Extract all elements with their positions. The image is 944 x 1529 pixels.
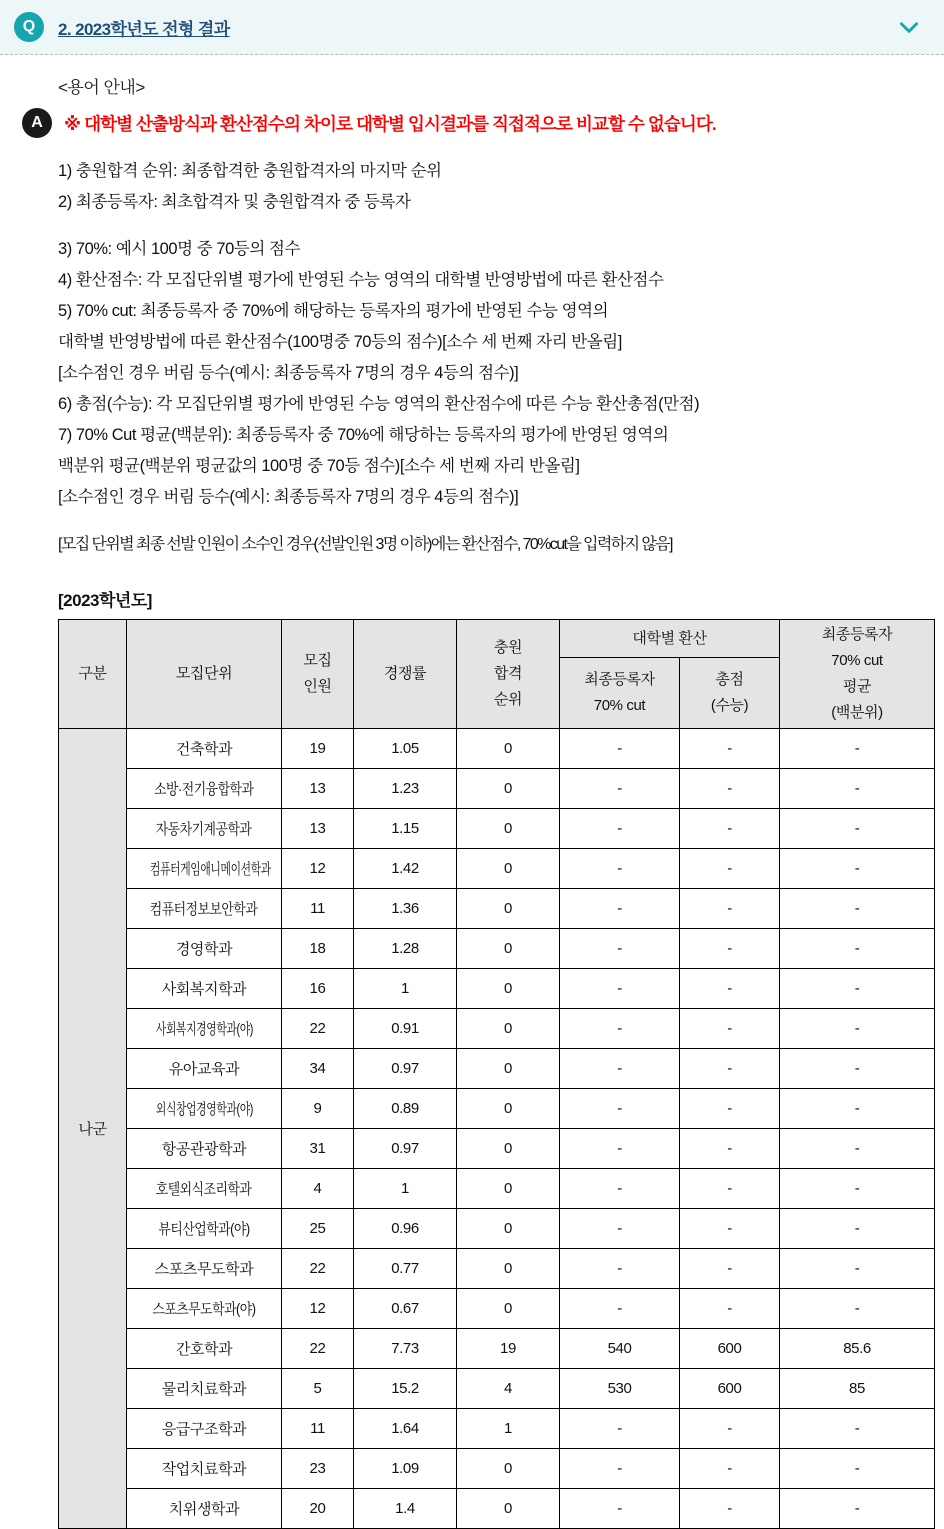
cell-conversion-cut: - — [560, 1489, 680, 1529]
cell-ratio: 0.97 — [354, 1129, 457, 1169]
cell-quota: 23 — [282, 1449, 354, 1489]
table-header — [59, 620, 935, 729]
note-footnote: [모집 단위별 최종 선발 인원이 소수인 경우(선발인원 3명 이하)에는 환산점수, 70%cut을 입력하지 않음] — [58, 536, 672, 553]
cell-conversion-cut: - — [560, 809, 680, 849]
table-row — [59, 1129, 935, 1169]
cell-average: - — [780, 929, 935, 969]
cell-quota: 5 — [282, 1369, 354, 1409]
col-header-conversion-cut — [560, 658, 680, 729]
cell-conversion-total: - — [680, 1009, 780, 1049]
cell-average: - — [780, 1169, 935, 1209]
col-header-average-line2: 70% cut — [831, 652, 883, 669]
unit-name: 호텔외식조리학과 — [156, 1181, 252, 1198]
col-header-conversion-total — [680, 658, 780, 729]
cell-unit — [127, 889, 282, 929]
cell-quota: 11 — [282, 1409, 354, 1449]
cell-rank: 0 — [457, 1449, 560, 1489]
unit-name: 건축학과 — [175, 741, 233, 758]
accordion-header[interactable] — [0, 0, 944, 55]
cell-conversion-total: - — [680, 1129, 780, 1169]
col-header-rank-line1: 충원 — [493, 639, 523, 656]
unit-name: 소방·전기융합학과 — [154, 781, 254, 798]
table-row — [59, 1329, 935, 1369]
unit-name: 사회복지학과 — [161, 981, 247, 998]
col-header-quota-line2: 인원 — [303, 678, 332, 695]
table-row — [59, 1449, 935, 1489]
cell-unit — [127, 1009, 282, 1049]
cell-unit — [127, 1449, 282, 1489]
cell-rank: 1 — [457, 1409, 560, 1449]
cell-conversion-total: - — [680, 929, 780, 969]
note-line-7b: 백분위 평균(백분위 평균값의 100명 중 70등 점수)[소수 세 번째 자리 반올림] — [58, 457, 580, 475]
col-header-quota — [282, 620, 354, 729]
cell-conversion-total: - — [680, 1169, 780, 1209]
col-header-rank — [457, 620, 560, 729]
cell-conversion-total: - — [680, 849, 780, 889]
unit-name: 컴퓨터정보보안학과 — [150, 901, 258, 918]
cell-unit — [127, 1169, 282, 1209]
cell-rank: 0 — [457, 1209, 560, 1249]
cell-conversion-total: - — [680, 1209, 780, 1249]
cell-ratio: 0.97 — [354, 1049, 457, 1089]
table-row — [59, 1169, 935, 1209]
note-line-7c: [소수점인 경우 버림 등수(예시: 최종등록자 7명의 경우 4등의 점수)] — [58, 488, 519, 506]
cell-quota: 18 — [282, 929, 354, 969]
cell-ratio: 1.4 — [354, 1489, 457, 1529]
cell-conversion-cut: - — [560, 1249, 680, 1289]
table-body — [59, 729, 935, 1529]
unit-name: 작업치료학과 — [161, 1461, 247, 1478]
note-line-5b: 대학별 반영방법에 따른 환산점수(100명중 70등의 점수)[소수 세 번째 자리 반올림] — [58, 333, 622, 351]
note-line-5c: [소수점인 경우 버림 등수(예시: 최종등록자 7명의 경우 4등의 점수)] — [58, 364, 519, 382]
unit-name: 스포츠무도학과 — [154, 1261, 254, 1278]
table-row — [59, 1489, 935, 1529]
cell-average: - — [780, 1449, 935, 1489]
cell-rank: 0 — [457, 769, 560, 809]
cell-rank: 0 — [457, 929, 560, 969]
cell-ratio: 0.91 — [354, 1009, 457, 1049]
cell-conversion-cut: - — [560, 769, 680, 809]
cell-ratio: 1.36 — [354, 889, 457, 929]
cell-average: - — [780, 1489, 935, 1529]
table-row — [59, 1049, 935, 1089]
cell-rank: 0 — [457, 1489, 560, 1529]
cell-unit — [127, 1209, 282, 1249]
cell-unit — [127, 809, 282, 849]
cell-conversion-total: - — [680, 1489, 780, 1529]
note-line-4: 4) 환산점수: 각 모집단위별 평가에 반영된 수능 영역의 대학별 반영방법에 따른 환산점수 — [58, 271, 664, 289]
cell-unit — [127, 969, 282, 1009]
cell-ratio: 7.73 — [354, 1329, 457, 1369]
col-header-conversion-group: 대학별 환산 — [560, 620, 780, 658]
col-header-conversion-cut-line2: 70% cut — [593, 697, 646, 715]
cell-average: - — [780, 1289, 935, 1329]
cell-quota: 20 — [282, 1489, 354, 1529]
unit-name: 컴퓨터게임애니메이션학과 — [150, 861, 271, 878]
cell-unit — [127, 1489, 282, 1529]
cell-average: - — [780, 889, 935, 929]
cell-rank: 0 — [457, 889, 560, 929]
cell-quota: 22 — [282, 1009, 354, 1049]
cell-ratio: 1.05 — [354, 729, 457, 769]
cell-rank: 4 — [457, 1369, 560, 1409]
chevron-down-icon[interactable] — [896, 14, 922, 40]
cell-conversion-total: - — [680, 809, 780, 849]
cell-conversion-cut: - — [560, 1449, 680, 1489]
table-header-row-1 — [59, 620, 935, 658]
warning-text: ※ 대학별 산출방식과 환산점수의 차이로 대학별 입시결과를 직접적으로 비교할 수 없습니다. — [64, 113, 716, 134]
table-row — [59, 809, 935, 849]
note-spacer — [58, 218, 924, 234]
cell-unit — [127, 1289, 282, 1329]
cell-rank: 0 — [457, 1129, 560, 1169]
note-line-6: 6) 총점(수능): 각 모집단위별 평가에 반영된 수능 영역의 환산점수에 따른 수능 환산총점(만점) — [58, 395, 700, 413]
cell-conversion-cut: - — [560, 929, 680, 969]
cell-rank: 0 — [457, 729, 560, 769]
col-header-unit: 모집단위 — [127, 620, 282, 729]
cell-conversion-total: - — [680, 1289, 780, 1329]
cell-quota: 19 — [282, 729, 354, 769]
note-line-7a: 7) 70% Cut 평균(백분위): 최종등록자 중 70%에 해당하는 등록자의 평가에 반영된 영역의 — [58, 426, 669, 444]
table-row — [59, 1089, 935, 1129]
cell-conversion-cut: - — [560, 1009, 680, 1049]
col-header-conversion-total-line1: 총점 — [715, 671, 744, 689]
cell-rank: 19 — [457, 1329, 560, 1369]
cell-conversion-cut: - — [560, 1209, 680, 1249]
cell-rank: 0 — [457, 1289, 560, 1329]
cell-ratio: 1.42 — [354, 849, 457, 889]
cell-conversion-total: - — [680, 729, 780, 769]
cell-average: - — [780, 1209, 935, 1249]
cell-conversion-total: - — [680, 1249, 780, 1289]
note-line-1: 1) 충원합격 순위: 최종합격한 충원합격자의 마지막 순위 — [58, 162, 442, 180]
unit-name: 항공관광학과 — [161, 1141, 247, 1158]
question-badge-icon: Q — [14, 12, 44, 42]
cell-conversion-cut: - — [560, 1049, 680, 1089]
table-row — [59, 969, 935, 1009]
table-row — [59, 1009, 935, 1049]
col-header-conversion-total-line2: (수능) — [710, 697, 749, 715]
cell-average: - — [780, 1129, 935, 1169]
cell-unit — [127, 929, 282, 969]
cell-quota: 9 — [282, 1089, 354, 1129]
table-row — [59, 729, 935, 769]
col-header-quota-line1: 모집 — [303, 652, 332, 669]
cell-ratio: 1 — [354, 969, 457, 1009]
cell-average: - — [780, 729, 935, 769]
unit-name: 스포츠무도학과(야) — [152, 1301, 256, 1318]
cell-average: - — [780, 1409, 935, 1449]
col-header-rank-line2: 합격 — [493, 665, 523, 682]
answer-badge-icon: A — [22, 108, 52, 138]
col-header-average-line1: 최종등록자 — [821, 626, 893, 643]
col-header-rank-line3: 순위 — [493, 691, 523, 708]
cell-unit — [127, 1129, 282, 1169]
table-year-label: [2023학년도] — [58, 591, 152, 610]
cell-unit — [127, 1089, 282, 1129]
cell-conversion-total: - — [680, 1089, 780, 1129]
col-header-group: 구분 — [59, 620, 127, 729]
cell-unit — [127, 1409, 282, 1449]
col-header-average-line3: 평균 — [842, 678, 872, 695]
cell-quota: 31 — [282, 1129, 354, 1169]
cell-conversion-cut: - — [560, 1089, 680, 1129]
cell-average: - — [780, 1009, 935, 1049]
col-header-ratio: 경쟁률 — [354, 620, 457, 729]
cell-ratio: 1.28 — [354, 929, 457, 969]
cell-conversion-total: - — [680, 1449, 780, 1489]
cell-ratio: 15.2 — [354, 1369, 457, 1409]
cell-average: - — [780, 1249, 935, 1289]
table-row — [59, 1289, 935, 1329]
cell-quota: 34 — [282, 1049, 354, 1089]
cell-unit — [127, 769, 282, 809]
cell-quota: 4 — [282, 1169, 354, 1209]
cell-conversion-total: - — [680, 889, 780, 929]
cell-average: - — [780, 1089, 935, 1129]
cell-ratio: 1.64 — [354, 1409, 457, 1449]
cell-conversion-total: 600 — [680, 1369, 780, 1409]
cell-quota: 12 — [282, 1289, 354, 1329]
cell-average: - — [780, 1049, 935, 1089]
note-line-5a: 5) 70% cut: 최종등록자 중 70%에 해당하는 등록자의 평가에 반영된 수능 영역의 — [58, 302, 609, 320]
cell-ratio: 0.77 — [354, 1249, 457, 1289]
unit-name: 유아교육과 — [168, 1061, 240, 1078]
col-header-average — [780, 620, 935, 729]
cell-unit — [127, 849, 282, 889]
unit-name: 물리치료학과 — [161, 1381, 247, 1398]
cell-rank: 0 — [457, 1249, 560, 1289]
warning-row — [22, 108, 924, 138]
cell-quota: 25 — [282, 1209, 354, 1249]
cell-unit — [127, 729, 282, 769]
cell-unit — [127, 1049, 282, 1089]
cell-average: - — [780, 849, 935, 889]
unit-name: 사회복지경영학과(야) — [155, 1021, 253, 1038]
cell-quota: 11 — [282, 889, 354, 929]
table-row — [59, 929, 935, 969]
cell-unit — [127, 1329, 282, 1369]
cell-conversion-cut: 540 — [560, 1329, 680, 1369]
term-guide-heading: <용어 안내> — [58, 78, 145, 97]
unit-name: 치위생학과 — [168, 1501, 240, 1518]
cell-unit — [127, 1249, 282, 1289]
group-cell: 나군 — [59, 729, 127, 1529]
cell-conversion-total: - — [680, 1409, 780, 1449]
unit-name: 자동차기계공학과 — [156, 821, 252, 838]
answer-body — [0, 55, 944, 1529]
cell-ratio: 0.96 — [354, 1209, 457, 1249]
cell-rank: 0 — [457, 1009, 560, 1049]
cell-ratio: 1.15 — [354, 809, 457, 849]
cell-quota: 12 — [282, 849, 354, 889]
cell-rank: 0 — [457, 1169, 560, 1209]
cell-conversion-cut: 530 — [560, 1369, 680, 1409]
note-line-2: 2) 최종등록자: 최초합격자 및 충원합격자 중 등록자 — [58, 193, 411, 211]
cell-rank: 0 — [457, 849, 560, 889]
cell-quota: 13 — [282, 769, 354, 809]
cell-conversion-cut: - — [560, 729, 680, 769]
cell-average: - — [780, 969, 935, 1009]
cell-rank: 0 — [457, 809, 560, 849]
cell-conversion-cut: - — [560, 849, 680, 889]
note-line-3: 3) 70%: 예시 100명 중 70등의 점수 — [58, 240, 300, 258]
note-spacer-2 — [58, 513, 924, 529]
cell-average: 85.6 — [780, 1329, 935, 1369]
cell-conversion-cut: - — [560, 1289, 680, 1329]
table-row — [59, 769, 935, 809]
cell-rank: 0 — [457, 1089, 560, 1129]
cell-conversion-cut: - — [560, 1409, 680, 1449]
cell-rank: 0 — [457, 969, 560, 1009]
cell-unit — [127, 1369, 282, 1409]
table-row — [59, 1209, 935, 1249]
col-header-conversion-cut-line1: 최종등록자 — [584, 671, 655, 689]
col-header-average-line4: (백분위) — [831, 704, 883, 721]
cell-average: - — [780, 809, 935, 849]
cell-conversion-cut: - — [560, 1169, 680, 1209]
table-row — [59, 889, 935, 929]
cell-average: 85 — [780, 1369, 935, 1409]
unit-name: 경영학과 — [175, 941, 233, 958]
table-row — [59, 849, 935, 889]
unit-name: 뷰티산업학과(야) — [158, 1221, 250, 1238]
cell-conversion-cut: - — [560, 969, 680, 1009]
cell-quota: 16 — [282, 969, 354, 1009]
cell-average: - — [780, 769, 935, 809]
cell-conversion-total: - — [680, 969, 780, 1009]
table-row — [59, 1369, 935, 1409]
page-title[interactable]: 2. 2023학년도 전형 결과 — [58, 19, 230, 39]
cell-conversion-total: 600 — [680, 1329, 780, 1369]
cell-conversion-total: - — [680, 1049, 780, 1089]
unit-name: 외식창업경영학과(야) — [155, 1101, 253, 1118]
unit-name: 응급구조학과 — [161, 1421, 247, 1438]
admissions-result-table — [58, 619, 935, 1529]
table-row — [59, 1249, 935, 1289]
cell-ratio: 1.09 — [354, 1449, 457, 1489]
cell-ratio: 1.23 — [354, 769, 457, 809]
cell-quota: 22 — [282, 1249, 354, 1289]
cell-rank: 0 — [457, 1049, 560, 1089]
cell-conversion-cut: - — [560, 1129, 680, 1169]
terminology-notes — [58, 156, 924, 560]
unit-name: 간호학과 — [175, 1341, 233, 1358]
cell-ratio: 1 — [354, 1169, 457, 1209]
cell-ratio: 0.89 — [354, 1089, 457, 1129]
cell-ratio: 0.67 — [354, 1289, 457, 1329]
cell-conversion-cut: - — [560, 889, 680, 929]
cell-quota: 13 — [282, 809, 354, 849]
cell-quota: 22 — [282, 1329, 354, 1369]
cell-conversion-total: - — [680, 769, 780, 809]
table-row — [59, 1409, 935, 1449]
